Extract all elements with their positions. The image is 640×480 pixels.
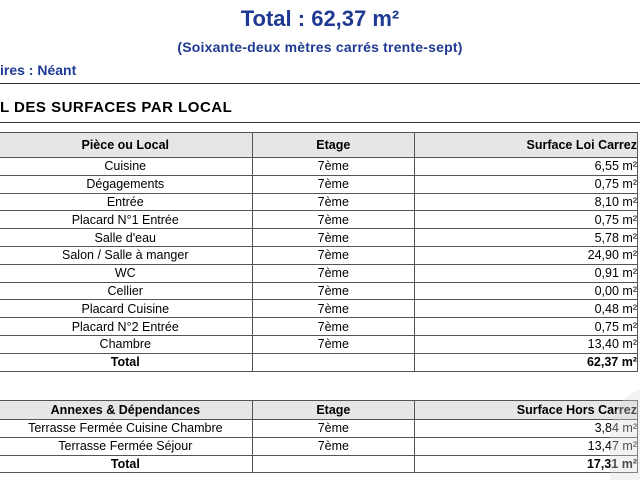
table-row [0, 246, 638, 264]
room-name: Chambre [0, 335, 252, 353]
floor-value: 7ème [252, 282, 415, 300]
surface-value: 0,75 m² [415, 175, 638, 193]
table-row [0, 193, 638, 211]
table-row [0, 300, 638, 318]
total-value: 62,37 m² [415, 353, 638, 371]
surface-value: 0,91 m² [415, 264, 638, 282]
surface-value: 8,10 m² [415, 193, 638, 211]
header-room: Pièce ou Local [0, 133, 252, 158]
floor-value: 7ème [252, 158, 415, 176]
surface-value: 3,84 m² [415, 420, 638, 438]
total-surface-words: (Soixante-deux mètres carrés trente-sept) [177, 39, 463, 55]
header-floor: Etage [252, 133, 415, 158]
floor-value: 7ème [252, 211, 415, 229]
table-row [0, 264, 638, 282]
table-row [0, 175, 638, 193]
divider-section [0, 122, 640, 123]
room-name: Terrasse Fermée Cuisine Chambre [0, 420, 252, 438]
room-name: Cuisine [0, 158, 252, 176]
room-name: Placard Cuisine [0, 300, 252, 318]
room-name: Placard N°2 Entrée [0, 318, 252, 336]
total-row [0, 455, 638, 473]
floor-value: 7ème [252, 229, 415, 247]
header-annexe: Annexes & Dépendances [0, 401, 252, 420]
table-row [0, 335, 638, 353]
total-floor [252, 353, 415, 371]
header-floor: Etage [252, 401, 414, 420]
table-row [0, 318, 638, 336]
total-row [0, 353, 638, 371]
room-name: Entrée [0, 193, 252, 211]
table-row [0, 420, 638, 438]
room-name: Salon / Salle à manger [0, 246, 252, 264]
annexes-table [0, 400, 638, 473]
surface-value: 0,75 m² [415, 318, 638, 336]
floor-value: 7ème [252, 318, 415, 336]
surface-value: 0,75 m² [415, 211, 638, 229]
table-row [0, 282, 638, 300]
surface-value: 5,78 m² [415, 229, 638, 247]
floor-value: 7ème [252, 246, 415, 264]
surface-value: 0,00 m² [415, 282, 638, 300]
room-name: Placard N°1 Entrée [0, 211, 252, 229]
surface-value: 13,47 m² [415, 437, 638, 455]
table-row [0, 437, 638, 455]
floor-value: 7ème [252, 300, 415, 318]
annexes-note: ires : Néant [0, 62, 77, 78]
header-surface: Surface Loi Carrez [415, 133, 638, 158]
floor-value: 7ème [252, 264, 415, 282]
total-surface: Total : 62,37 m² [240, 6, 400, 31]
surface-value: 6,55 m² [415, 158, 638, 176]
floor-value: 7ème [252, 175, 415, 193]
header-surface: Surface Hors Carrez [415, 401, 638, 420]
table-header-row [0, 401, 638, 420]
surface-value: 13,40 m² [415, 335, 638, 353]
surfaces-table [0, 132, 638, 372]
floor-value: 7ème [252, 335, 415, 353]
total-label: Total [0, 455, 252, 473]
table-row [0, 211, 638, 229]
floor-value: 7ème [252, 437, 414, 455]
table-row [0, 158, 638, 176]
total-label: Total [0, 353, 252, 371]
table-row [0, 229, 638, 247]
section-title: L DES SURFACES PAR LOCAL [0, 99, 233, 116]
divider-top [0, 83, 640, 84]
room-name: WC [0, 264, 252, 282]
room-name: Salle d'eau [0, 229, 252, 247]
surface-value: 24,90 m² [415, 246, 638, 264]
total-value: 17,31 m² [415, 455, 638, 473]
total-floor [252, 455, 414, 473]
room-name: Terrasse Fermée Séjour [0, 437, 252, 455]
floor-value: 7ème [252, 420, 414, 438]
room-name: Cellier [0, 282, 252, 300]
table-header-row [0, 133, 638, 158]
surface-value: 0,48 m² [415, 300, 638, 318]
floor-value: 7ème [252, 193, 415, 211]
room-name: Dégagements [0, 175, 252, 193]
